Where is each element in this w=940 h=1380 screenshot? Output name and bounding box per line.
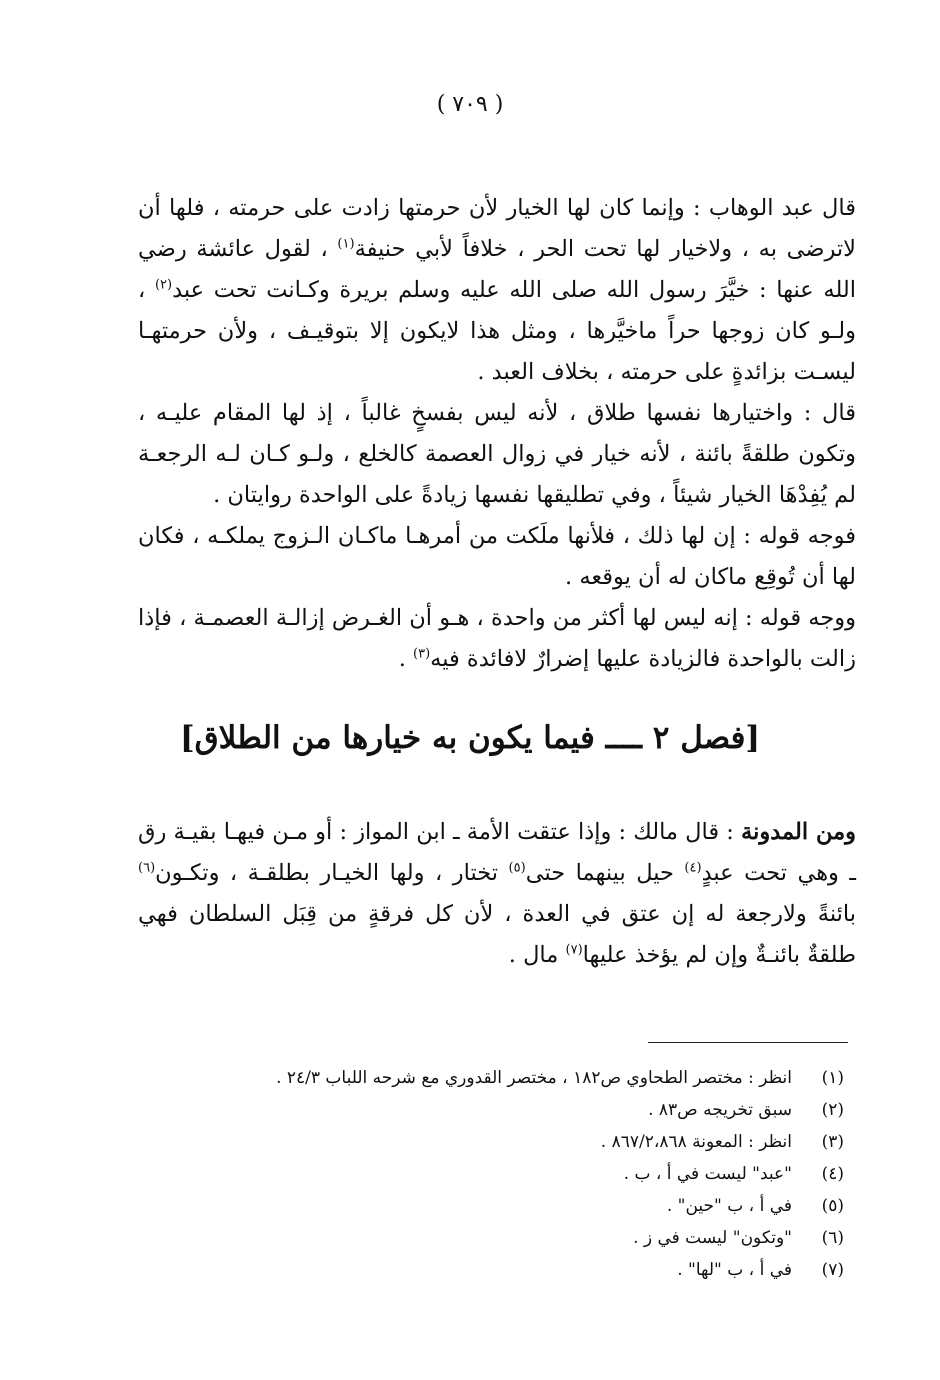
footnote-text: انظر : مختصر الطحاوي ص١٨٢ ، مختصر القدوري مع شرحه اللباب ٢٤/٣ .: [276, 1068, 792, 1088]
text-run: قال عبد الوهاب : وإنما كان لها الخيار لأن حرمتها زادت على حرمته ، فلها أن لاترضى به ، ولاخيار لها تحت الحر ، خلافاً لأبي حنيفة: [138, 195, 856, 262]
footnotes-list: [124, 1062, 844, 1286]
footnote-number: (٥): [821, 1196, 844, 1216]
footnote-item: [124, 1222, 844, 1254]
footnote-ref: (٧): [565, 942, 583, 958]
footnote-ref: (٢): [154, 277, 173, 293]
main-text: [138, 188, 856, 680]
text-run: حيل بينهما حتى: [525, 860, 685, 886]
paragraph: [138, 393, 856, 516]
footnote-ref: (٤): [684, 860, 702, 876]
footnote-number: (٢): [821, 1100, 844, 1120]
footnote-item: [124, 1062, 844, 1094]
paragraph: [138, 598, 856, 680]
footnote-item: [124, 1190, 844, 1222]
footnote-text: سبق تخريجه ص٨٣ .: [648, 1100, 792, 1120]
footnote-text: في أ ، ب "حين" .: [666, 1196, 792, 1216]
text-run: فوجه قوله : إن لها ذلك ، فلأنها ملَكت من أمرهـا ماكـان الـزوج يملكـه ، فكان لها أن تُوقِع ماكان له أن يوقعه .: [138, 523, 856, 590]
text-run: .: [398, 646, 414, 672]
footnote-ref: (٦): [138, 860, 156, 876]
footnote-text: "عبد" ليست في أ ، ب .: [623, 1164, 792, 1184]
paragraph: [138, 188, 856, 393]
footnote-number: (١): [821, 1068, 844, 1088]
lead-phrase: ومن المدونة: [741, 819, 857, 845]
footnote-item: [124, 1126, 844, 1158]
text-run: ، لقول عائشة رضي الله عنها : خيَّرَ رسول الله صلى الله عليه وسلم بريرة وكـانت تحت عبد: [138, 236, 856, 303]
text-run: ، ولـو كان زوجها حراً ماخيَّرها ، ومثل هذا لايكون إلا بتوقيـف ، ولأن حرمتهـا ليسـت بزائدةٍ على حرمته ، بخلاف العبد .: [138, 277, 856, 385]
footnote-text: "وتكون" ليست في ز .: [633, 1228, 792, 1248]
text-run: مال .: [508, 942, 566, 968]
text-run: ووجه قوله : إنه ليس لها أكثر من واحدة ، هـو أن الغـرض إزالـة العصمـة ، فإذا زالت بالواحدة فالزيادة عليها إضرارٌ لافائدة فيه: [138, 605, 856, 672]
footnote-ref: (٥): [508, 860, 526, 876]
paragraph: [138, 516, 856, 598]
footnote-text: انظر : المعونة ٨٦٧/٢،٨٦٨ .: [600, 1132, 792, 1152]
footnote-number: (٦): [821, 1228, 844, 1248]
text-run: قال : واختيارها نفسها طلاق ، لأنه ليس بفسخٍ غالباً ، إذ لها المقام عليـه ، وتكون طلقةً بائنة ، لأنه خيار في زوال العصمة كالخلع ، ولـو كـان لـه الرجعـة لم يُفِدْهَا الخيار شيئاً ، وفي تطليقها نفسها زيادةً على الواحدة روايتان .: [138, 400, 856, 508]
footnote-number: (٧): [821, 1260, 844, 1280]
text-run: : قال مالك : وإذا عتقت الأمة ـ ابن المواز : أو مـن فيهـا بقيـة رق ـ وهي تحت عبدٍ: [138, 819, 857, 886]
footnote-ref: (١): [337, 236, 355, 252]
footnote-item: [124, 1254, 844, 1286]
footnote-ref: (٣): [413, 646, 431, 662]
footnote-text: في أ ، ب "لها" .: [677, 1260, 792, 1280]
footnote-item: [124, 1158, 844, 1190]
section-text: [138, 812, 856, 976]
text-run: تختار ، ولها الخيـار بطلقـة ، وتكـون: [155, 860, 509, 886]
page-number: ( ٧٠٩ ): [436, 92, 504, 117]
section-heading: [فصل ٢ ــــ فيما يكون به خيارها من الطلاق]: [179, 720, 761, 756]
footnote-number: (٤): [821, 1164, 844, 1184]
footnote-number: (٣): [821, 1132, 844, 1152]
footnote-item: [124, 1094, 844, 1126]
footnote-divider: [648, 1042, 848, 1043]
paragraph: [138, 812, 856, 976]
text-run: بائنةً ولارجعة له إن عتق في العدة ، لأن كل فرقةٍ من قِبَل السلطان فهي طلقةٌ بائنـةٌ وإن لم يؤخذ عليها: [138, 901, 856, 968]
